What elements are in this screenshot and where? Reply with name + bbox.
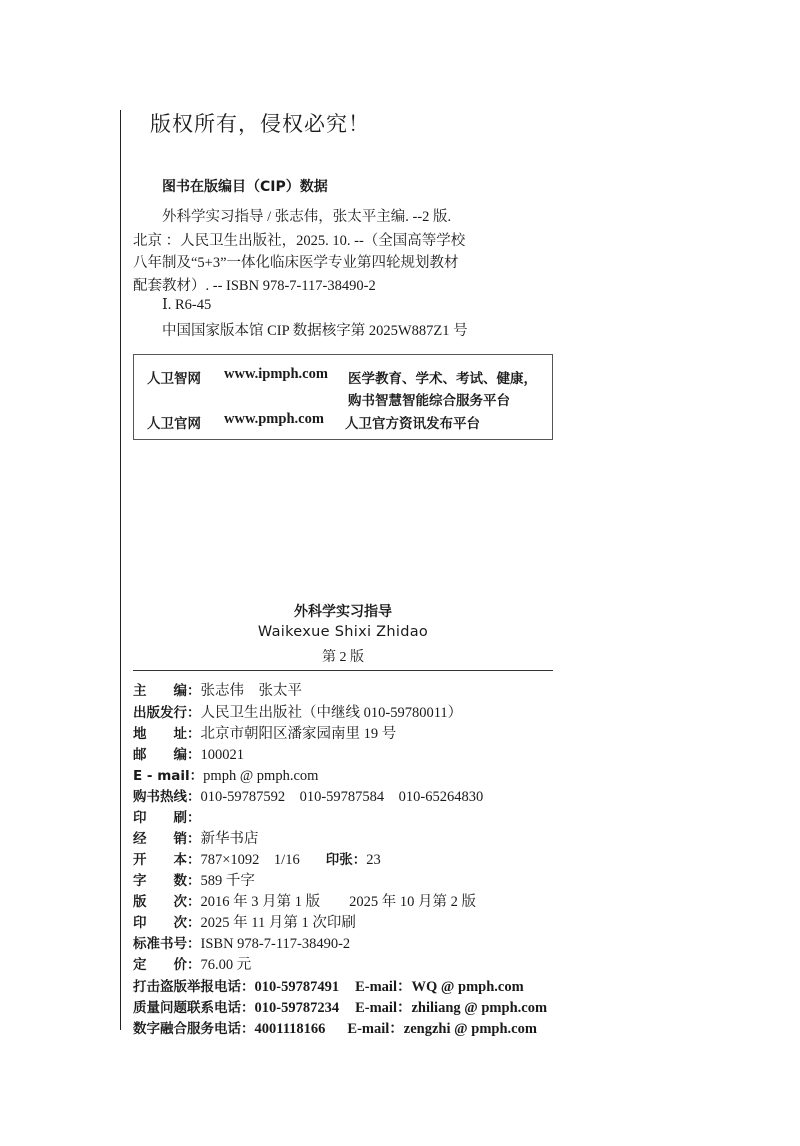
detail-value: 100021 <box>200 747 244 763</box>
official-site-url-link[interactable]: www.pmph.com <box>224 411 324 427</box>
detail-row <box>133 850 381 871</box>
platform-url-link[interactable]: www.ipmph.com <box>224 366 328 382</box>
detail-label: E - mail： <box>133 768 204 784</box>
title-divider <box>133 670 553 671</box>
cip-line: 配套教材）. -- ISBN 978-7-117-38490-2 <box>133 278 376 294</box>
contact-email-label: E-mail： <box>355 1000 412 1016</box>
detail-row <box>133 724 396 745</box>
cip-line: 八年制及“5+3”一体化临床医学专业第四轮规划教材 <box>133 255 459 271</box>
platform-description: 医学教育、学术、考试、健康， <box>348 371 537 387</box>
detail-label: 印 刷： <box>133 810 201 826</box>
detail-value: 新华书店 <box>200 831 259 847</box>
detail-value: 人民卫生出版社（中继线 010-59780011） <box>200 705 463 721</box>
cip-line: 北京 ：人民卫生出版社，2025. 10. --（全国高等学校 <box>133 233 466 249</box>
detail-label: 出版发行： <box>133 705 201 721</box>
contact-email-label: E-mail： <box>347 1021 404 1037</box>
detail-row <box>133 681 302 702</box>
detail-row <box>133 703 462 724</box>
detail-value: 23 <box>366 852 381 868</box>
left-margin-rule <box>120 110 121 1030</box>
contact-phone: 010-59787491 <box>254 979 340 995</box>
official-site-description: 人卫官方资讯发布平台 <box>345 416 480 432</box>
detail-value: 北京市朝阳区潘家园南里 19 号 <box>200 726 397 742</box>
book-title: 外科学实习指导 <box>294 604 392 620</box>
platform-description: 购书智慧智能综合服务平台 <box>348 393 510 409</box>
official-site-name: 人卫官网 <box>147 416 201 432</box>
detail-value: 787×1092 1/16 <box>200 852 300 868</box>
platform-info-box <box>133 354 553 440</box>
detail-row <box>133 829 259 850</box>
cip-heading: 图书在版编目（CIP）数据 <box>162 179 328 195</box>
detail-row <box>133 766 318 787</box>
phone-list: 010-59787592 010-59787584 010-65264830 <box>200 789 484 805</box>
detail-label: 印 次： <box>133 915 201 931</box>
cip-line: Ⅰ. R6-45 <box>162 297 212 313</box>
detail-label: 经 销： <box>133 831 201 847</box>
detail-label: 邮 编： <box>133 747 201 763</box>
detail-label: 版 次： <box>133 894 201 910</box>
detail-row <box>133 913 356 934</box>
contact-label: 打击盗版举报电话： <box>133 979 255 995</box>
detail-label: 标准书号： <box>133 936 201 952</box>
detail-row <box>133 892 476 913</box>
book-title-pinyin: Waikexue Shixi Zhidao <box>257 624 429 640</box>
price-value: 76.00 元 <box>200 957 252 973</box>
isbn-value: ISBN 978-7-117-38490-2 <box>200 936 351 952</box>
cip-line: 外科学实习指导 / 张志伟，张太平主编. --2 版. <box>162 209 452 225</box>
contact-row <box>133 997 547 1018</box>
detail-label: 购书热线： <box>133 789 201 805</box>
detail-label: 字 数： <box>133 873 201 889</box>
detail-row <box>133 787 483 808</box>
detail-label: 主 编： <box>133 683 201 699</box>
contact-phone: 4001118166 <box>254 1021 326 1037</box>
contact-email-label: E-mail： <box>355 979 412 995</box>
detail-row <box>133 871 255 892</box>
contact-label: 质量问题联系电话： <box>133 1000 255 1016</box>
detail-value: 张志伟 张太平 <box>200 683 302 699</box>
contact-phone: 010-59787234 <box>254 1000 340 1016</box>
detail-value: 2025 年 11 月第 1 次印刷 <box>200 915 356 931</box>
contact-email: WQ @ pmph.com <box>411 979 524 995</box>
detail-row <box>133 745 244 766</box>
detail-row <box>133 955 251 976</box>
detail-value: 2016 年 3 月第 1 版 2025 年 10 月第 2 版 <box>200 894 476 910</box>
copyright-notice: 版权所有，侵权必究！ <box>150 112 370 136</box>
book-edition: 第 2 版 <box>322 650 364 665</box>
detail-label: 印张： <box>325 852 367 868</box>
detail-label: 开 本： <box>133 852 201 868</box>
detail-row <box>133 808 201 829</box>
detail-label: 地 址： <box>133 726 201 742</box>
contact-row <box>133 1018 537 1039</box>
contact-label: 数字融合服务电话： <box>133 1021 255 1037</box>
platform-name: 人卫智网 <box>147 371 201 387</box>
detail-value: 589 千字 <box>200 873 255 889</box>
cip-line: 中国国家版本馆 CIP 数据核字第 2025W887Z1 号 <box>162 323 468 339</box>
detail-label: 定 价： <box>133 957 201 973</box>
contact-email: zengzhi @ pmph.com <box>403 1021 537 1037</box>
contact-row <box>133 976 524 997</box>
detail-row <box>133 934 350 955</box>
contact-email: zhiliang @ pmph.com <box>411 1000 548 1016</box>
email-value: pmph @ pmph.com <box>203 768 319 784</box>
